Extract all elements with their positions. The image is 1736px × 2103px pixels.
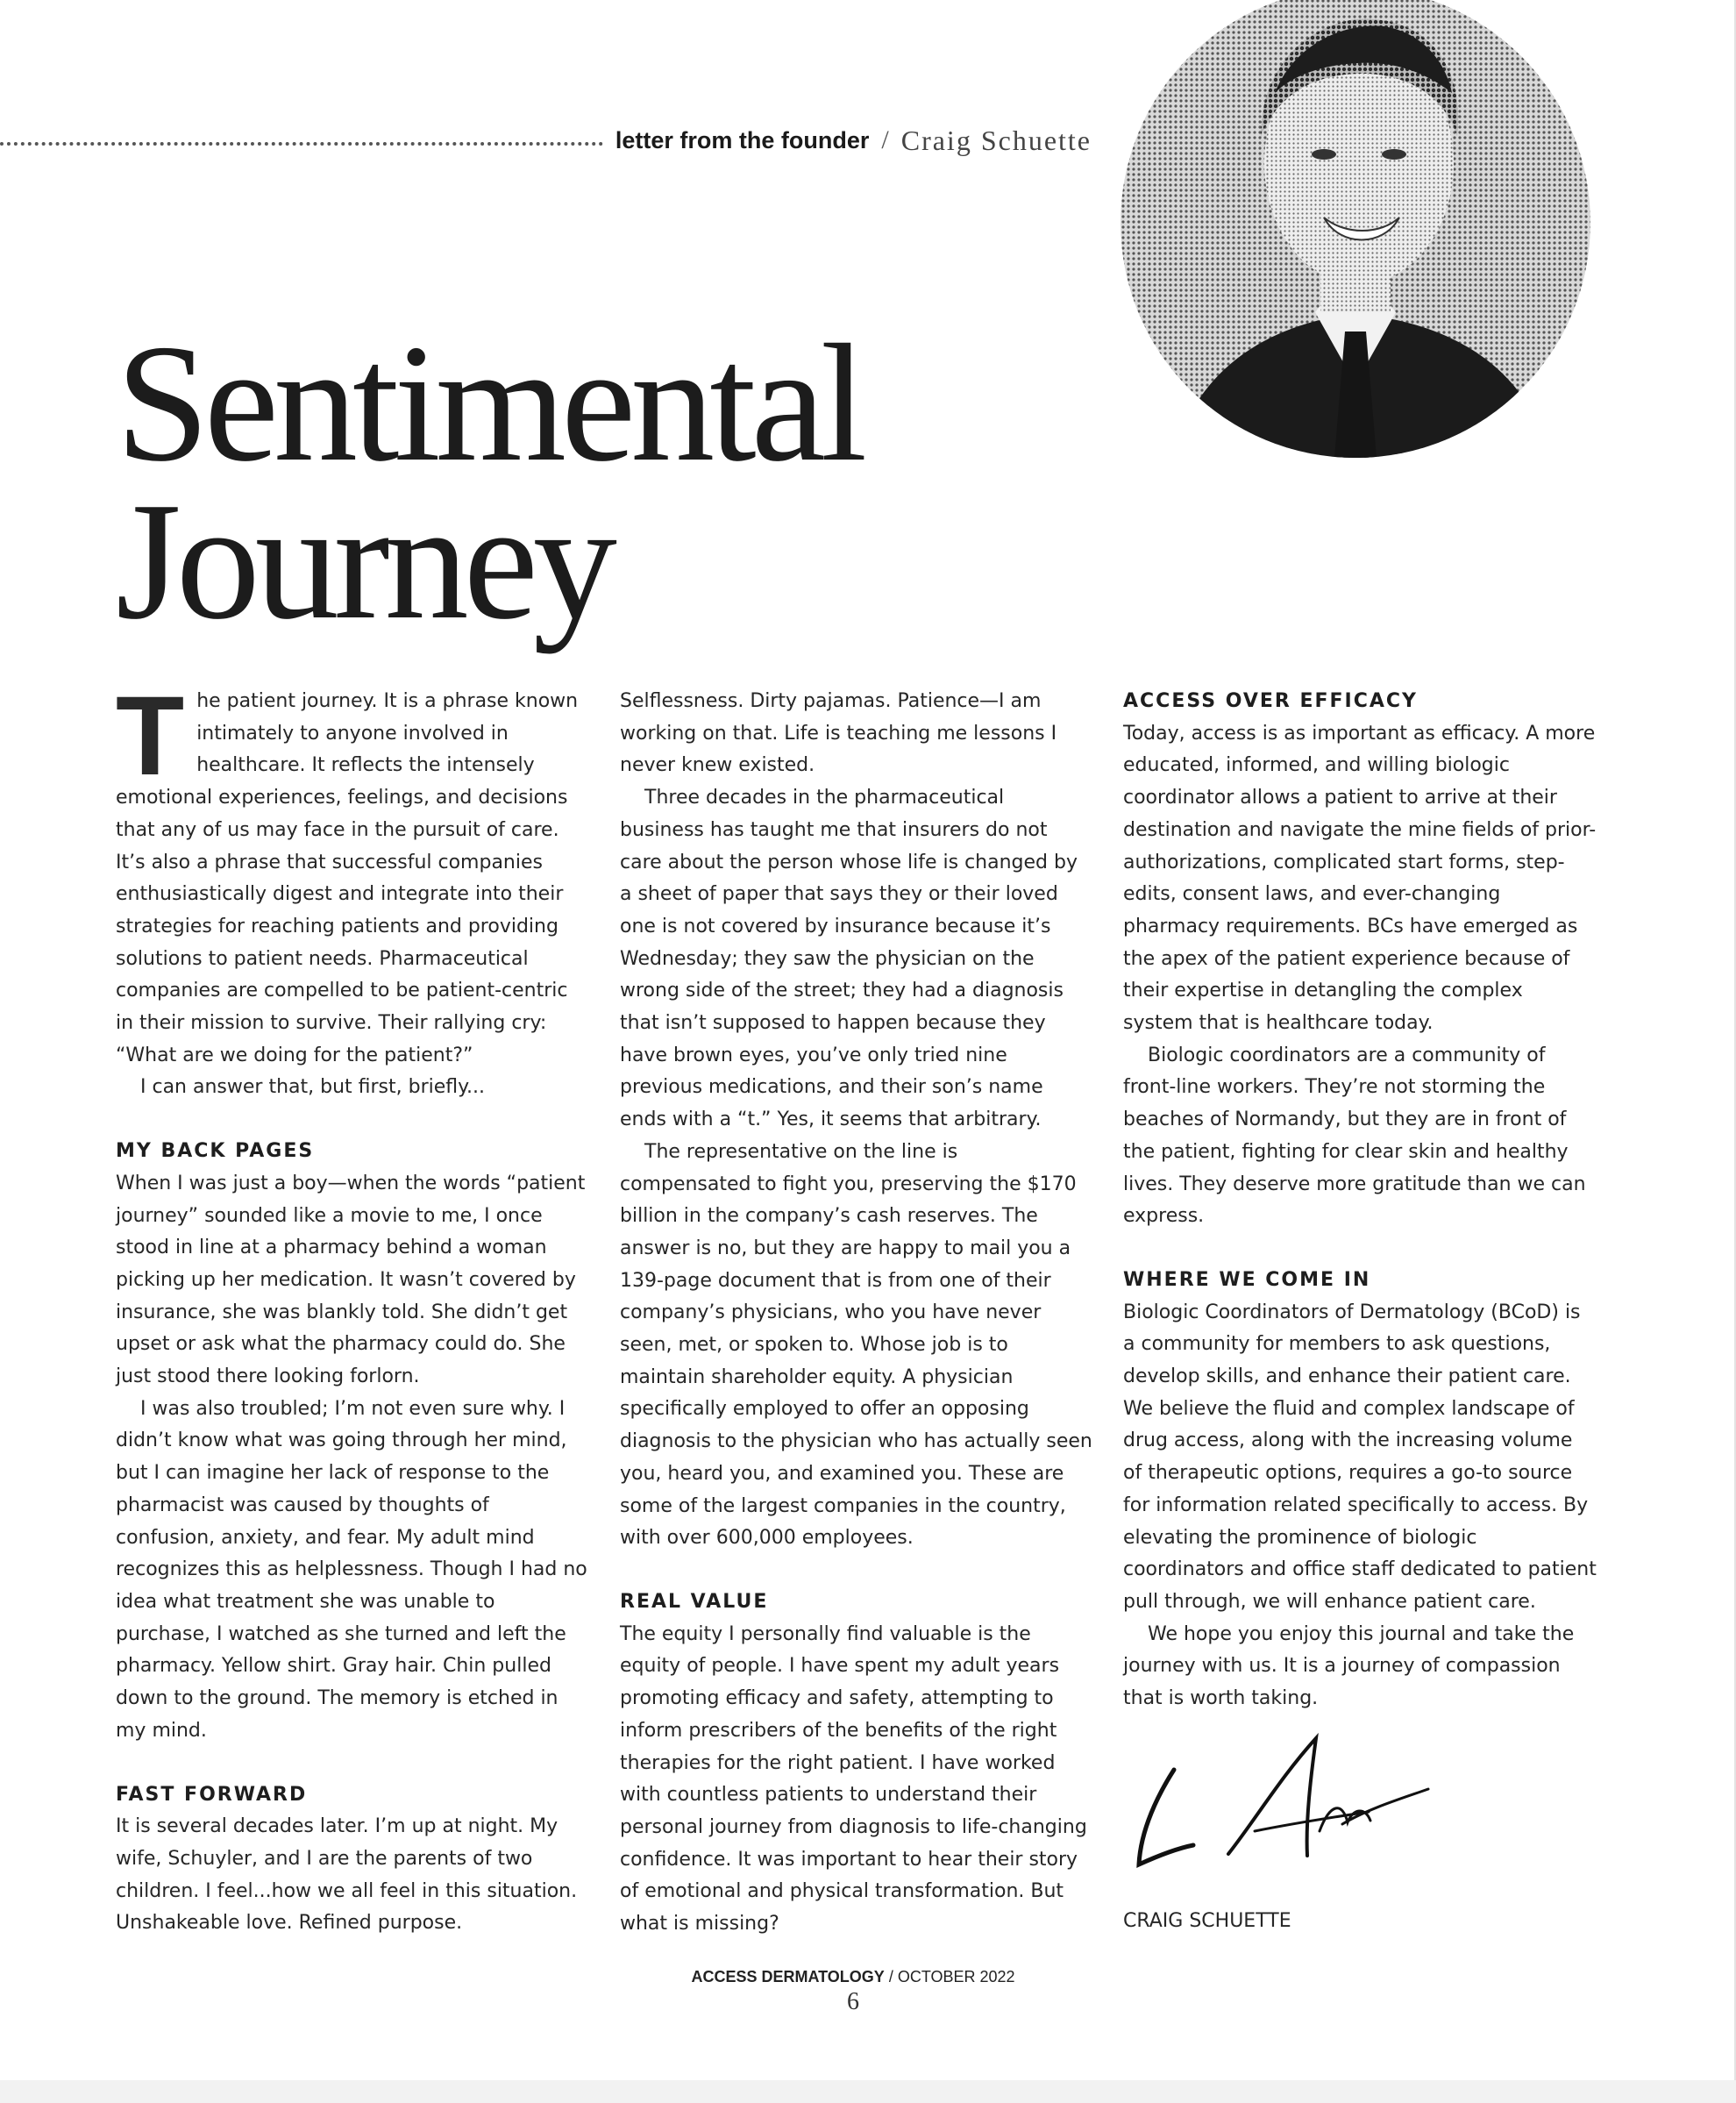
intro-paragraph [116,674,589,1072]
footer-issue: / OCTOBER 2022 [884,1968,1015,1985]
paragraph: The equity I personally find valuable is the equity of people. I have spent my adult years promoting efficacy and safety, attempting to inform prescribers of the benefits of the right therapies for the right patient. I have worked with countless patients to understand their personal journey from diagnosis to life-changing confidence. It was important to hear their story of emotional and physical transformation. But what is missing? [620,1622,1087,1935]
paragraph: When I was just a boy—when the words “patient journey” sounded like a movie to me, I once stood in line at a pharmacy behind a woman picking up her medication. It wasn’t covered by insurance, she was blankly told. She didn’t get upset or ask what the pharmacy could do. She just stood there looking forlorn. [116,1172,586,1388]
footer-publication: ACCESS DERMATOLOGY [691,1968,885,1985]
header-author: Craig Schuette [900,124,1092,156]
heading-fast-forward: FAST FORWARD [116,1783,308,1806]
paragraph: It is several decades later. I’m up at night. My wife, Schuyler, and I are the parents of two children. I feel...how we all feel in this situation. Unshakeable love. Refined purpose. [116,1815,578,1935]
column-3 [1123,686,1597,1715]
signature-name: CRAIG SCHUETTE [1123,1910,1291,1932]
section-header [0,123,1092,158]
paragraph: We hope you enjoy this journal and take the journey with us. It is a journey of compassion that is worth taking. [1123,1622,1575,1710]
column-1 [116,674,589,1940]
paragraph: Three decades in the pharmaceutical business has taught me that insurers do not care about the person whose life is changed by a sheet of paper that says they or their loved one is not covered by insurance because it’s Wednesday; they saw the physician on the wrong side of the street; they had a diagnosis that isn’t supposed to happen because they have brown eyes, you’ve only tried nine previous medications, and their son’s name ends with a “t.” Yes, it seems that arbitrary. [620,787,1078,1131]
bottom-band [0,2080,1736,2103]
drop-cap: T [116,674,185,799]
paragraph: Selflessness. Dirty pajamas. Patience—I am working on that. Life is teaching me lessons I never knew existed. [620,690,1057,777]
heading-real-value: REAL VALUE [620,1590,769,1613]
title-line-1: Sentimental [116,310,863,496]
paragraph: The representative on the line is compensated to fight you, preserving the $170 billion in the company’s cash reserves. The answer is no, but they are happy to mail you a 139-page document that is from one of their company’s physicians, who you have never seen, met, or spoken to. Whose job is to maintain shareholder equity. A physician specifically employed to offer an opposing diagnosis to the physician who has actually seen you, heard you, and examined you. These are some of the largest companies in the country, with over 600,000 employees. [620,1140,1092,1550]
column-2 [620,686,1093,1941]
paragraph: Biologic Coordinators of Dermatology (BCoD) is a community for members to ask questions, develop skills, and enhance their patient care. We believe the fluid and complex landscape of drug access, along with the increasing volume of therapeutic options, requires a go-to source for information related specifically to access. By elevating the prominence of biologic coordinators and office staff dedicated to patient pull through, we will enhance patient care. [1123,1301,1597,1613]
article-title [116,310,993,654]
heading-where-we-come-in: WHERE WE COME IN [1123,1268,1371,1291]
header-separator: / [881,125,889,154]
paragraph: I can answer that, but first, briefly... [140,1076,485,1099]
paragraph: Today, access is as important as efficacy. A more educated, informed, and willing biologic coordinator allows a patient to arrive at their destination and navigate the mine fields of prior-authorizations, complicated start forms, step-edits, consent laws, and ever-changing pharmacy requirements. BCs have emerged as the apex of the patient experience because of their expertise in detangling the complex system that is healthcare today. [1123,722,1597,1035]
heading-my-back-pages: MY BACK PAGES [116,1140,315,1163]
paragraph: I was also troubled; I’m not even sure why. I didn’t know what was going through her mind, but I can imagine her lack of response to the pharmacist was caused by thoughts of confusion, anxiety, and fear. My adult mind recognizes this as helplessness. Though I had no idea what treatment she was unable to purchase, I watched as she turned and left the pharmacy. Yellow shirt. Gray hair. Chin pulled down to the ground. The memory is etched in my mind. [116,1397,587,1742]
section-name: letter from the founder [615,126,870,153]
page-footer [0,1968,1706,2016]
dotted-rule [0,142,603,146]
portrait-photo [1121,0,1590,458]
title-line-2: Journey [116,467,612,654]
intro-text: he patient journey. It is a phrase known intimately to anyone involved in healthcare. It reflects the intensely emotional experiences, feelings, and decisions that any of us may face in the pursuit of care. It’s also a phrase that successful companies enthusiastically digest and integrate into their strategies for reaching patients and providing solutions to patient needs. Pharmaceutical companies are compelled to be patient-centric in their mission to survive. Their rallying cry: “What are we doing for the patient?” [116,690,579,1066]
founder-portrait [1121,0,1590,458]
paragraph: Biologic coordinators are a community of front-line workers. They’re not storming the beaches of Normandy, but they are in front of the patient, fighting for clear skin and healthy lives. They deserve more gratitude than we can express. [1123,1044,1586,1228]
handwritten-signature [1123,1733,1439,1882]
heading-access-over-efficacy: ACCESS OVER EFFICACY [1123,690,1418,712]
page-number: 6 [847,1988,859,2015]
footer-publication-line [0,1968,1706,1986]
